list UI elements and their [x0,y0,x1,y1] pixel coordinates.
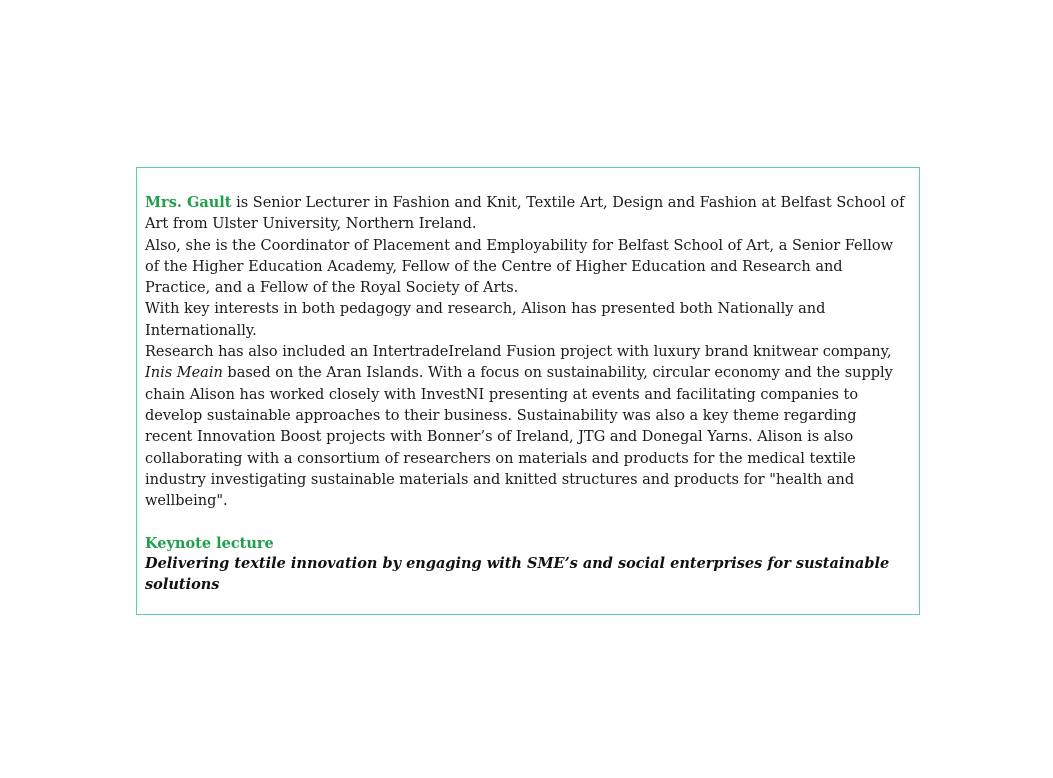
spacer [145,512,907,533]
bio-paragraph-4-end: based on the Aran Islands. With a focus on sustainability, circular economy and the supply chain Alison has worked closely with InvestNI presenting at events and facilitating companies to develop sustainable approaches to their business. Sustainability was also a key theme regarding recent Innovation Boost projects with Bonner’s of Ireland, JTG and Donegal Yarns. Alison is also collaborating with a consortium of researchers on materials and products for the medical textile industry investigating sustainable materials and knitted structures and products for "health and wellbeing". [145,365,893,510]
bio-paragraph-2: Also, she is the Coordinator of Placement and Employability for Belfast School of Art, a Senior Fellow of the Higher Education Academy, Fellow of the Centre of Higher Education and Research and Practice, and a Fellow of the Royal Society of Arts. [145,237,893,297]
keynote-title: Delivering textile innovation by engaging with SME’s and social enterprises for sustainable solutions [145,555,890,593]
speaker-name: Mrs. Gault [145,194,232,211]
speaker-bio-box [136,167,920,615]
company-name: Inis Meain [145,365,223,382]
keynote-heading: Keynote lecture [145,535,274,553]
bio-paragraph-3: With key interests in both pedagogy and research, Alison has presented both Nationally and Internationally. [145,301,826,339]
bio-paragraph-1-text: is Senior Lecturer in Fashion and Knit, Textile Art, Design and Fashion at Belfast School of Art from Ulster University, Northern Ireland. [145,195,905,233]
bio-paragraph-4 [145,342,907,512]
bio-paragraph-1 [145,192,907,236]
bio-paragraph-4-start: Research has also included an IntertradeIreland Fusion project with luxury brand knitwear company, [145,344,892,361]
bio-text [145,192,907,512]
